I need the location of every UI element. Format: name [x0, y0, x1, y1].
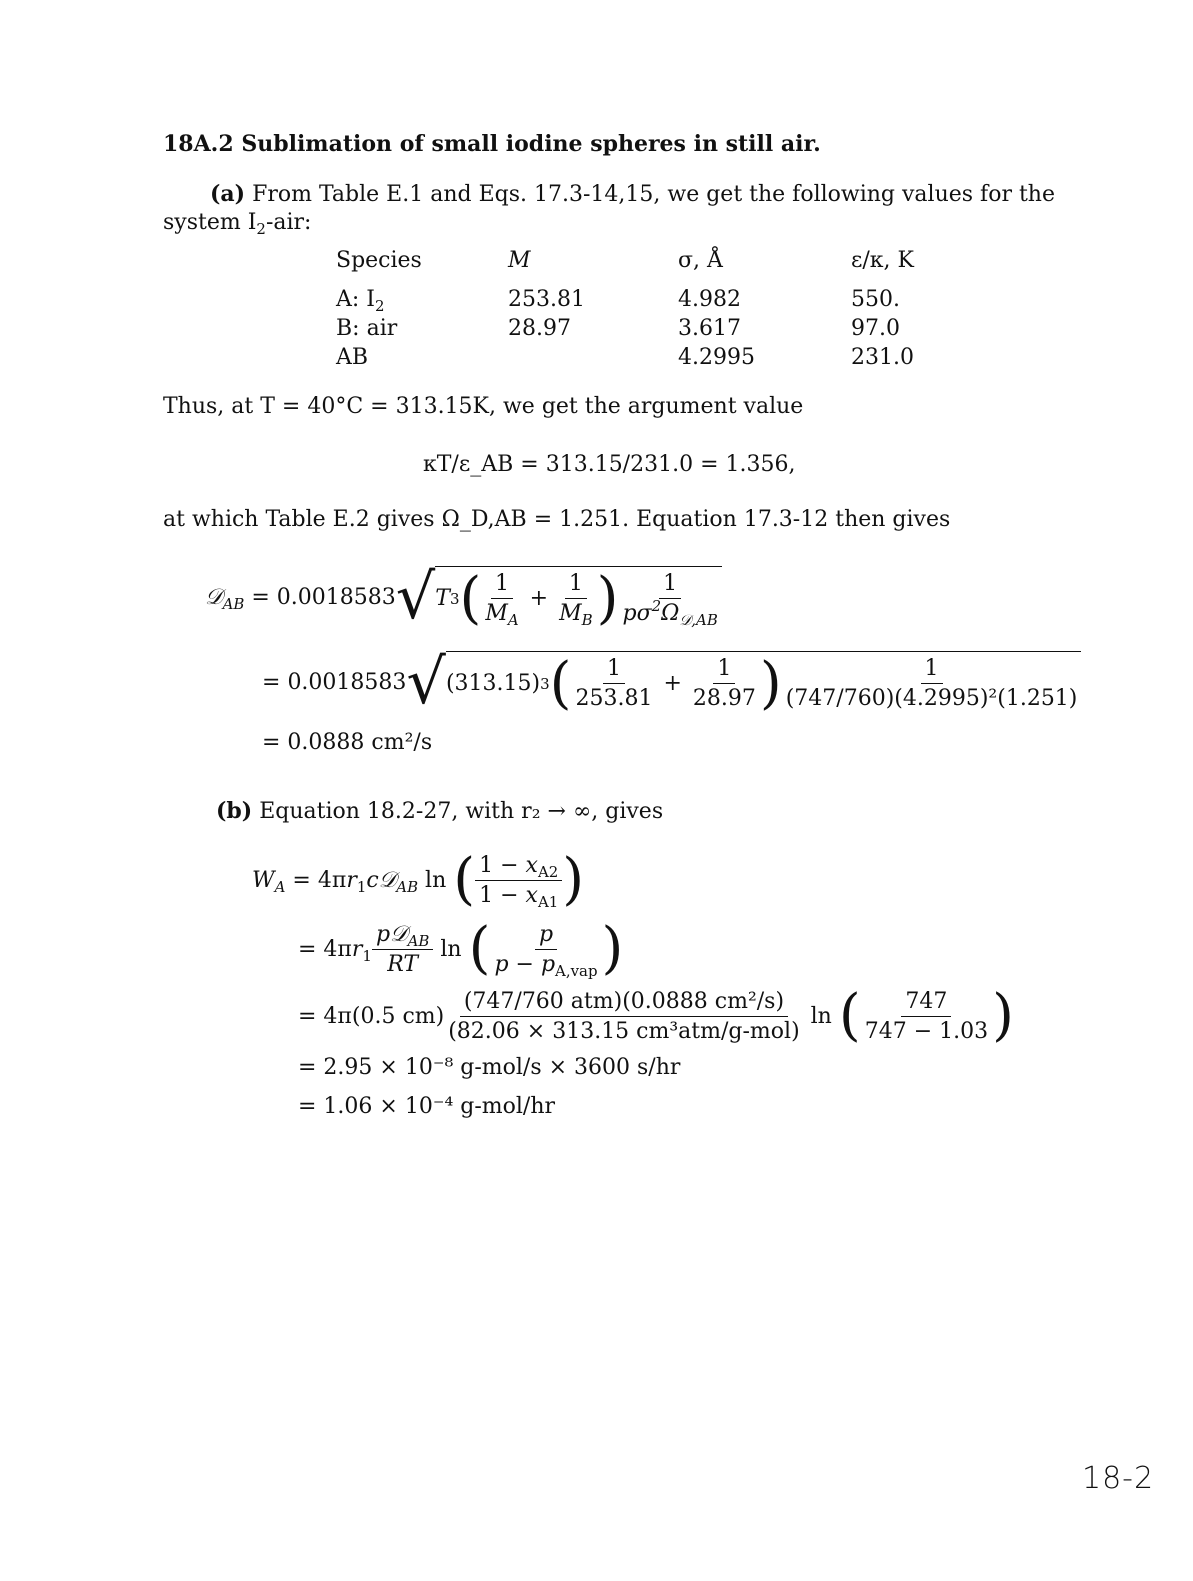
- diffusivity-constant: 0.0018583: [287, 669, 407, 695]
- ln-denominator: 747 − 1.03: [864, 1018, 989, 1044]
- part-b-label: (b): [216, 798, 253, 824]
- square-root: √ (313.15) 3 ( $\frac{1}{253.81}$ + $\frac{1}{28.97}$ ) $\frac{1}{\text{(747/760)(4.2995)²(1.251)}}$: [406, 651, 1081, 713]
- epsilon-cell: 97.0: [851, 316, 900, 341]
- part-a-intro-line1: [210, 181, 1055, 207]
- sigma-cell: 3.617: [678, 316, 741, 341]
- part-a-label: (a): [210, 181, 246, 207]
- table-header-row: [336, 248, 914, 277]
- flux-equation-line5: = 1.06 × 10⁻⁴ g-mol/hr: [298, 1094, 556, 1119]
- table-header-M: M: [508, 248, 531, 273]
- flux-equation-line3: = 4π(0.5 cm) $\frac{\text{(747/760 atm)(0.0888 cm²/s)}}{\text{(82.06 × 313.15 cm³atm/g-mol)}}$ ln ( $\frac{747}{747 - 1.03}$ ): [298, 983, 1014, 1048]
- table-header-species: Species: [336, 248, 422, 273]
- molar-mass-cell: 28.97: [508, 316, 571, 341]
- flux-equation-line1: $W_A$ = $4\pi r_1c𝒟_{AB}$ ln ( $\frac{1 - x_{A2}}{1 - x_{A1}}$ ): [252, 847, 585, 912]
- molar-mass-cell: [508, 345, 678, 374]
- part-b-intro-text: Equation 18.2-27, with r₂ → ∞, gives: [259, 799, 664, 824]
- species-cell: B: air: [336, 316, 398, 341]
- table-row: [336, 316, 914, 345]
- table-header-sigma: σ, Å: [678, 248, 723, 273]
- square-root: √ T 3 ( $\frac{1}{M_A}$ + $\frac{1}{M_B}$ ) $\frac{1}{p\sigma^2\Omega_{𝒟,AB}}$: [396, 566, 722, 628]
- argument-line: κT/ε_AB = 313.15/231.0 = 1.356,: [423, 452, 796, 477]
- species-cell: A: $I_2$: [336, 287, 385, 316]
- temperature-line: Thus, at T = 40°C = 313.15K, we get the argument value: [163, 394, 804, 419]
- molar-mass-cell: 253.81: [508, 287, 585, 312]
- diffusivity-result: = 0.0888 cm²/s: [262, 730, 433, 755]
- flux-line3-prefix: = 4π(0.5 cm): [298, 1003, 445, 1029]
- table-header-epsilon: ε/κ, K: [851, 248, 914, 273]
- table-row: [336, 287, 914, 316]
- diffusivity-symbol: 𝒟$_{AB}$: [205, 584, 245, 613]
- system-subscript: 2: [256, 220, 266, 239]
- properties-table: [336, 248, 914, 374]
- flux-line3-denominator: (82.06 × 313.15 cm³atm/g-mol): [448, 1018, 800, 1044]
- sigma-cell: 4.2995: [678, 345, 755, 370]
- epsilon-cell: 550.: [851, 287, 900, 312]
- page-number: 18-2: [1082, 1461, 1155, 1496]
- part-a-intro-text: From Table E.1 and Eqs. 17.3-14,15, we get the following values for the: [252, 182, 1055, 207]
- flux-line3-numerator: (747/760 atm)(0.0888 cm²/s): [460, 989, 788, 1017]
- omega-line: at which Table E.2 gives Ω_D,AB = 1.251. Equation 17.3-12 then gives: [163, 507, 951, 532]
- flux-equation-line4: = 2.95 × 10⁻⁸ g-mol/s × 3600 s/hr: [298, 1055, 681, 1080]
- system-suffix: -air:: [265, 210, 312, 235]
- diffusivity-substitution: = 0.0018583 √ (313.15) 3 ( $\frac{1}{253.81}$ + $\frac{1}{28.97}$ ) $\frac{1}{\text{(747/760)(4.2995)²(1.251)}}$: [262, 651, 1081, 713]
- problem-heading: [163, 131, 821, 157]
- species-cell: AB: [336, 345, 369, 370]
- problem-title: Sublimation of small iodine spheres in still air.: [241, 131, 821, 157]
- part-a-intro-line2: [163, 210, 312, 239]
- diffusivity-equation: 𝒟$_{AB}$ = 0.0018583 √ T 3 ( $\frac{1}{M_A}$ + $\frac{1}{M_B}$ ) $\frac{1}{p\sigma^2\Omega_{𝒟,AB}}$: [205, 566, 722, 628]
- ln-numerator: 747: [901, 989, 951, 1017]
- flux-equation-line2: = $4\pi r_1$ $\frac{p𝒟_{AB}}{RT}$ ln ( $\frac{p}{p - p_{A,vap}}$ ): [298, 916, 624, 981]
- diffusivity-constant: 0.0018583: [276, 584, 396, 610]
- system-prefix: system I: [163, 210, 257, 235]
- epsilon-cell: 231.0: [851, 345, 914, 370]
- part-b-intro: [216, 798, 663, 824]
- table-row: [336, 345, 914, 374]
- problem-number: 18A.2: [163, 131, 234, 157]
- sigma-cell: 4.982: [678, 287, 741, 312]
